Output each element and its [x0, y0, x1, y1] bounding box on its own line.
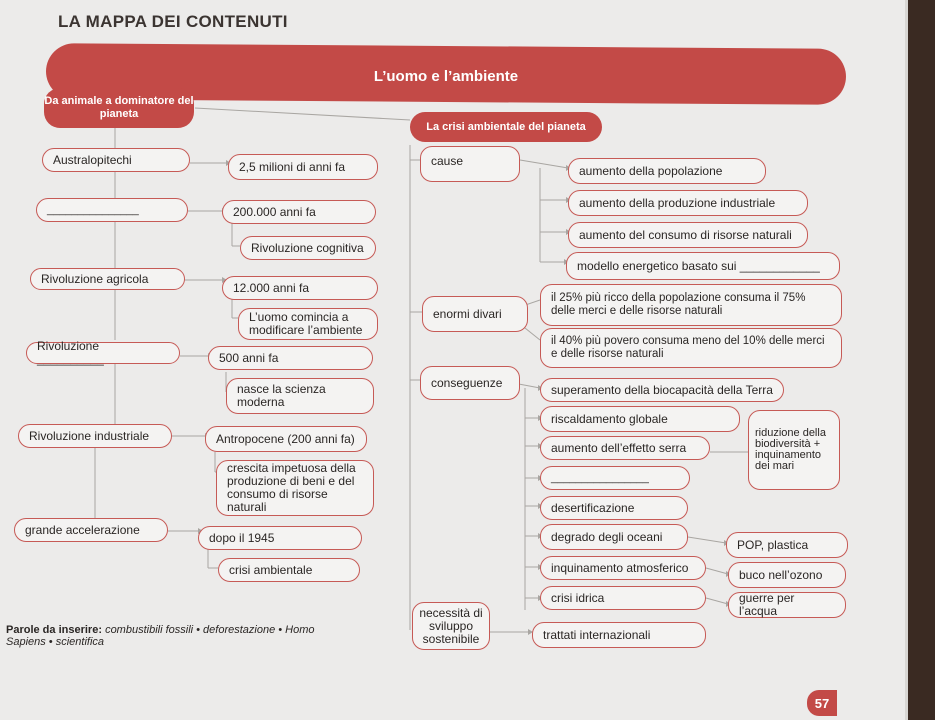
environmental-crisis-box: crisi ambientale [218, 558, 360, 582]
growth-box: crescita impetuosa della produzione di beni e del consumo di risorse naturali [216, 460, 374, 516]
ago-200k-box: 200.000 anni fa [222, 200, 376, 224]
cause-item-3: aumento del consumo di risorse naturali [568, 222, 808, 248]
cause-item-4: modello energetico basato sui ____________ [566, 252, 840, 280]
cause-item-2: aumento della produzione industriale [568, 190, 808, 216]
modify-environment-box: L’uomo comincia a modificare l’ambiente [238, 308, 378, 340]
great-acceleration-box: grande accelerazione [14, 518, 168, 542]
conseq-item-6: degrado degli oceani [540, 524, 688, 550]
biodiversity-box: riduzione della biodiversità + inquinamento dei mari [748, 410, 840, 490]
industrial-revolution-box: Rivoluzione industriale [18, 424, 172, 448]
main-title: L’uomo e l’ambiente [373, 68, 519, 85]
anthropocene-box: Antropocene (200 anni fa) [205, 426, 367, 452]
modern-science-box: nasce la scienza moderna [226, 378, 374, 414]
agricultural-revolution-box: Rivoluzione agricola [30, 268, 185, 290]
consequences-box: conseguenze [420, 366, 520, 400]
right-header: La crisi ambientale del pianeta [410, 112, 602, 142]
footer-word-list: combustibili fossili • deforestazione • Homo Sapiens • scientifica [6, 624, 315, 648]
conseq-item-4: ________________ [540, 466, 690, 490]
left-header: Da animale a dominatore del pianeta [44, 88, 194, 128]
footer-words [6, 624, 316, 648]
divide-item-2: il 40% più povero consuma meno del 10% delle merci e delle risorse naturali [540, 328, 842, 368]
page-number: 57 [807, 690, 837, 716]
page-title: LA MAPPA DEI CONTENUTI [58, 12, 288, 31]
conseq-item-1: superamento della biocapacità della Terra [540, 378, 784, 402]
revolution-blank-box: Rivoluzione __________ [26, 342, 180, 364]
international-treaties-box: trattati internazionali [532, 622, 706, 648]
conseq-item-3: aumento dell’effetto serra [540, 436, 710, 460]
pop-plastic-box: POP, plastica [726, 532, 848, 558]
cognitive-revolution-box: Rivoluzione cognitiva [240, 236, 376, 260]
ago-2-5m-box: 2,5 milioni di anni fa [228, 154, 378, 180]
conseq-item-5: desertificazione [540, 496, 688, 520]
ago-500-box: 500 anni fa [208, 346, 373, 370]
divide-item-1: il 25% più ricco della popolazione consuma il 75% delle merci e delle risorse naturali [540, 284, 842, 326]
footer-label: Parole da inserire: [6, 624, 102, 636]
conseq-item-7: inquinamento atmosferico [540, 556, 706, 580]
divides-box: enormi divari [422, 296, 528, 332]
water-wars-box: guerre per l’acqua [728, 592, 846, 618]
blank-box-1: _______________ [36, 198, 188, 222]
sustainable-development-box: necessità di sviluppo sostenibile [412, 602, 490, 650]
ozone-hole-box: buco nell’ozono [728, 562, 846, 588]
causes-box: cause [420, 146, 520, 182]
ago-12k-box: 12.000 anni fa [222, 276, 378, 300]
australopithecus-box: Australopitechi [42, 148, 190, 172]
conseq-item-2: riscaldamento globale [540, 406, 740, 432]
cause-item-1: aumento della popolazione [568, 158, 766, 184]
conseq-item-8: crisi idrica [540, 586, 706, 610]
after-1945-box: dopo il 1945 [198, 526, 362, 550]
